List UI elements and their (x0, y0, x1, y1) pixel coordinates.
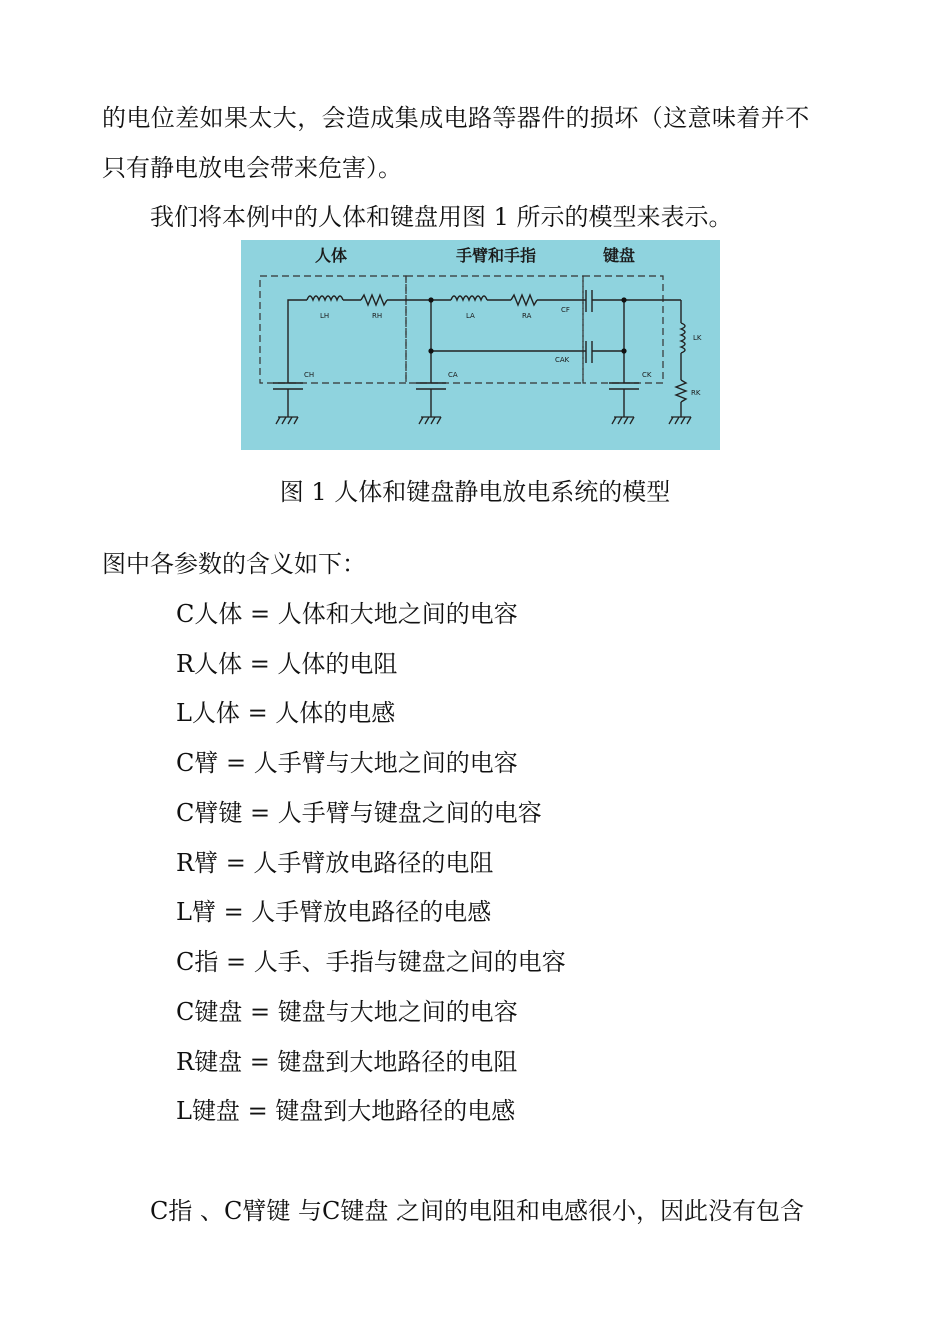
label-lk: LK (693, 334, 702, 342)
param-item: L人体 = 人体的电感 (176, 699, 396, 727)
param-item: C臂键 = 人手臂与键盘之间的电容 (176, 799, 542, 827)
label-ca: CA (448, 371, 458, 379)
figure-caption: 图 1 人体和键盘静电放电系统的模型 (279, 478, 671, 506)
junction-dot (621, 297, 626, 302)
param-item: R人体 = 人体的电阻 (176, 650, 398, 678)
paragraph-line-1: 的电位差如果太大，会造成集成电路等器件的损坏（这意味着并不 (102, 104, 810, 132)
param-item: C人体 = 人体和大地之间的电容 (176, 600, 518, 628)
param-item: L臂 = 人手臂放电路径的电感 (176, 898, 492, 926)
diagram-background (241, 240, 720, 450)
param-item: R臂 = 人手臂放电路径的电阻 (176, 849, 494, 877)
label-cak: CAK (555, 356, 570, 364)
paragraph-final-line: C指 、C臂键 与C键盘 之间的电阻和电感很小，因此没有包含 (150, 1197, 804, 1225)
params-intro: 图中各参数的含义如下： (102, 550, 366, 578)
label-lh: LH (320, 312, 330, 320)
paragraph-line-2: 只有静电放电会带来危害）。 (102, 154, 402, 182)
label-body: 人体 (314, 246, 348, 265)
label-ra: RA (522, 312, 532, 320)
label-rh: RH (372, 312, 383, 320)
label-arm-finger: 手臂和手指 (455, 246, 537, 265)
junction-dot (428, 297, 433, 302)
label-cf: CF (561, 306, 570, 314)
param-item: C指 = 人手、手指与键盘之间的电容 (176, 948, 566, 976)
param-item: R键盘 = 键盘到大地路径的电阻 (176, 1048, 518, 1076)
junction-dot (428, 348, 433, 353)
junction-dot (621, 348, 626, 353)
param-item: C键盘 = 键盘与大地之间的电容 (176, 998, 518, 1026)
circuit-diagram (241, 240, 720, 450)
label-rk: RK (691, 389, 701, 397)
param-item: C臂 = 人手臂与大地之间的电容 (176, 749, 518, 777)
label-ck: CK (642, 371, 652, 379)
paragraph-line-3: 我们将本例中的人体和键盘用图 1 所示的模型来表示。 (150, 203, 733, 231)
label-keyboard: 键盘 (602, 246, 636, 265)
label-la: LA (466, 312, 475, 320)
param-item: L键盘 = 键盘到大地路径的电感 (176, 1097, 516, 1125)
label-ch: CH (304, 371, 315, 379)
